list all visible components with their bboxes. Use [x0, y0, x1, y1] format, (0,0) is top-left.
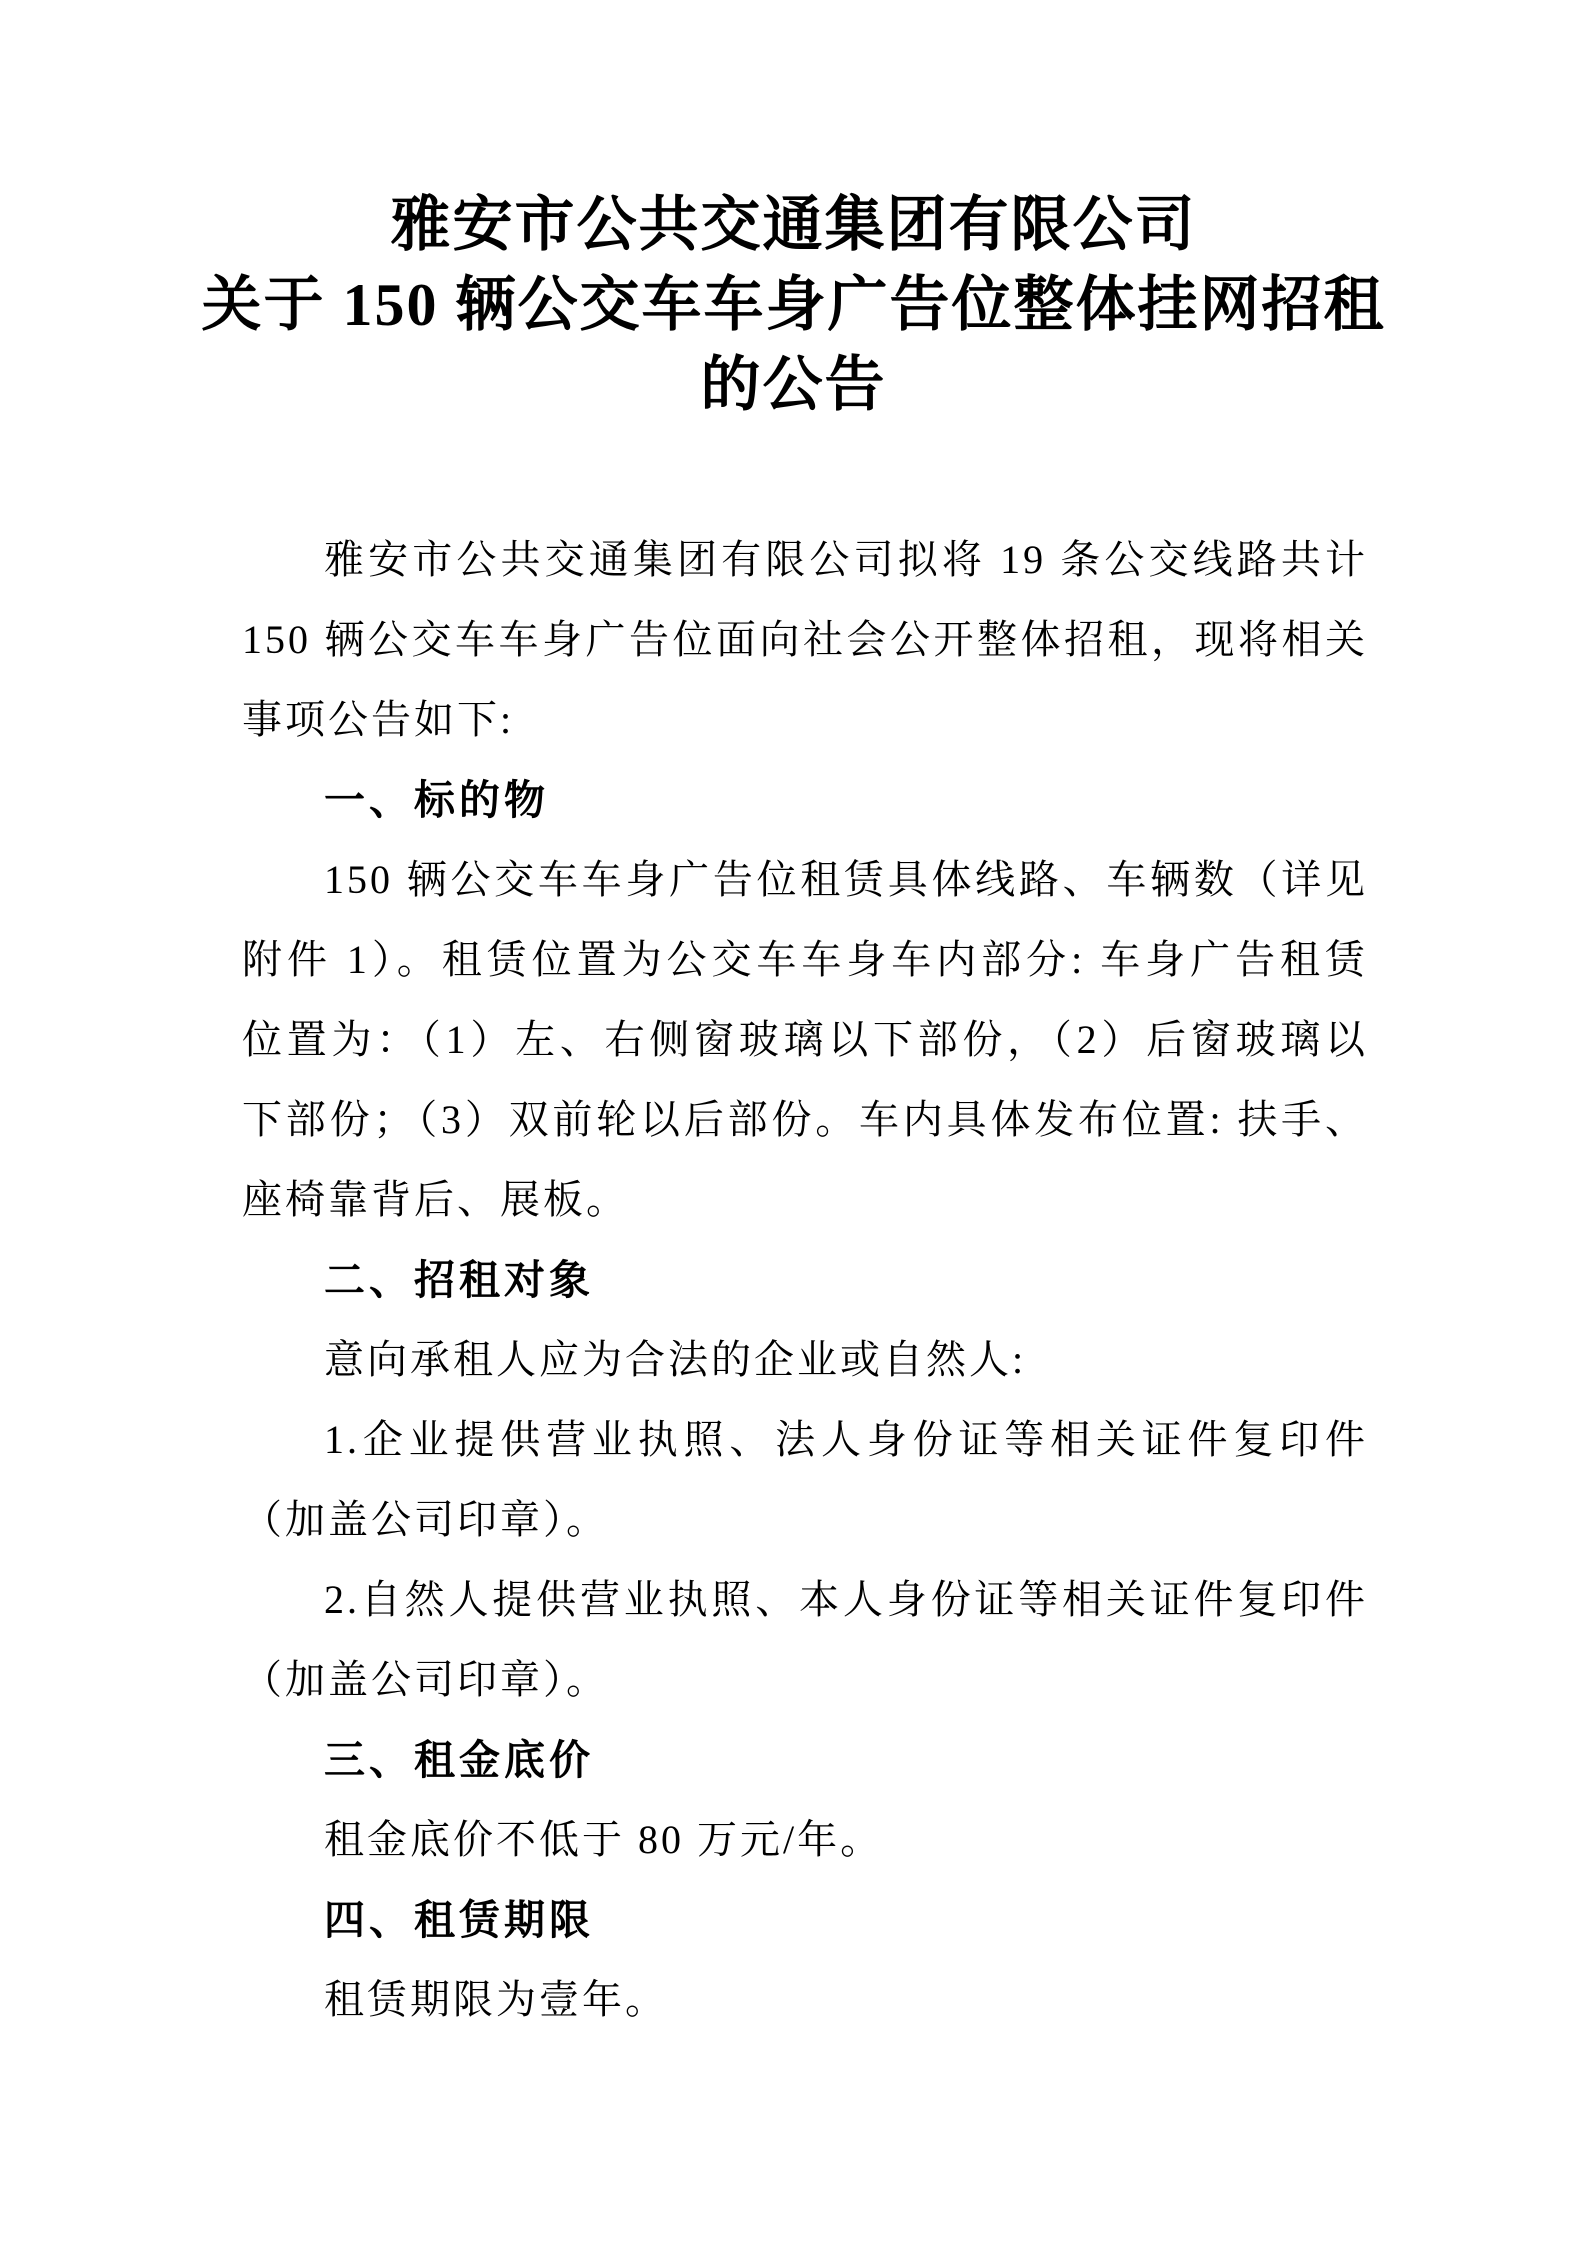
title-line-1: 雅安市公共交通集团有限公司 [390, 192, 1197, 258]
section-heading: 三、租金底价 [324, 1737, 594, 1783]
body-line: 2.自然人提供营业执照、本人身份证等相关证件复印件 [324, 1577, 1368, 1622]
body-line: 位置为：（1）左、右侧窗玻璃以下部份，（2）后窗玻璃以 [242, 1017, 1368, 1062]
section-heading: 四、租赁期限 [324, 1897, 594, 1943]
body-line: 附件 1）。租赁位置为公交车车身车内部分: 车身广告租赁 [242, 937, 1368, 982]
body-line: （加盖公司印章）。 [242, 1497, 609, 1542]
document-body [242, 520, 1368, 2040]
section-heading: 二、招租对象 [324, 1257, 594, 1303]
body-line: 150 辆公交车车身广告位面向社会公开整体招租，现将相关 [242, 617, 1368, 662]
body-line: 事项公告如下: [242, 697, 515, 742]
body-line: 下部份；（3）双前轮以后部份。车内具体发布位置: 扶手、 [242, 1097, 1368, 1142]
body-line: 租赁期限为壹年。 [324, 1977, 668, 2022]
body-line: 1.企业提供营业执照、法人身份证等相关证件复印件 [324, 1417, 1368, 1462]
section-heading: 一、标的物 [324, 777, 549, 823]
document-title [0, 0, 1587, 425]
title-line-2: 关于 150 辆公交车车身广告位整体挂网招租 [201, 272, 1386, 338]
body-line: 150 辆公交车车身广告位租赁具体线路、车辆数（详见 [324, 857, 1368, 902]
body-line: （加盖公司印章）。 [242, 1657, 609, 1702]
body-line: 意向承租人应为合法的企业或自然人: [324, 1337, 1027, 1382]
body-line: 雅安市公共交通集团有限公司拟将 19 条公交线路共计 [324, 537, 1368, 582]
body-line: 座椅靠背后、展板。 [242, 1177, 629, 1222]
title-line-3: 的公告 [700, 352, 887, 418]
body-line: 租金底价不低于 80 万元/年。 [324, 1817, 884, 1862]
